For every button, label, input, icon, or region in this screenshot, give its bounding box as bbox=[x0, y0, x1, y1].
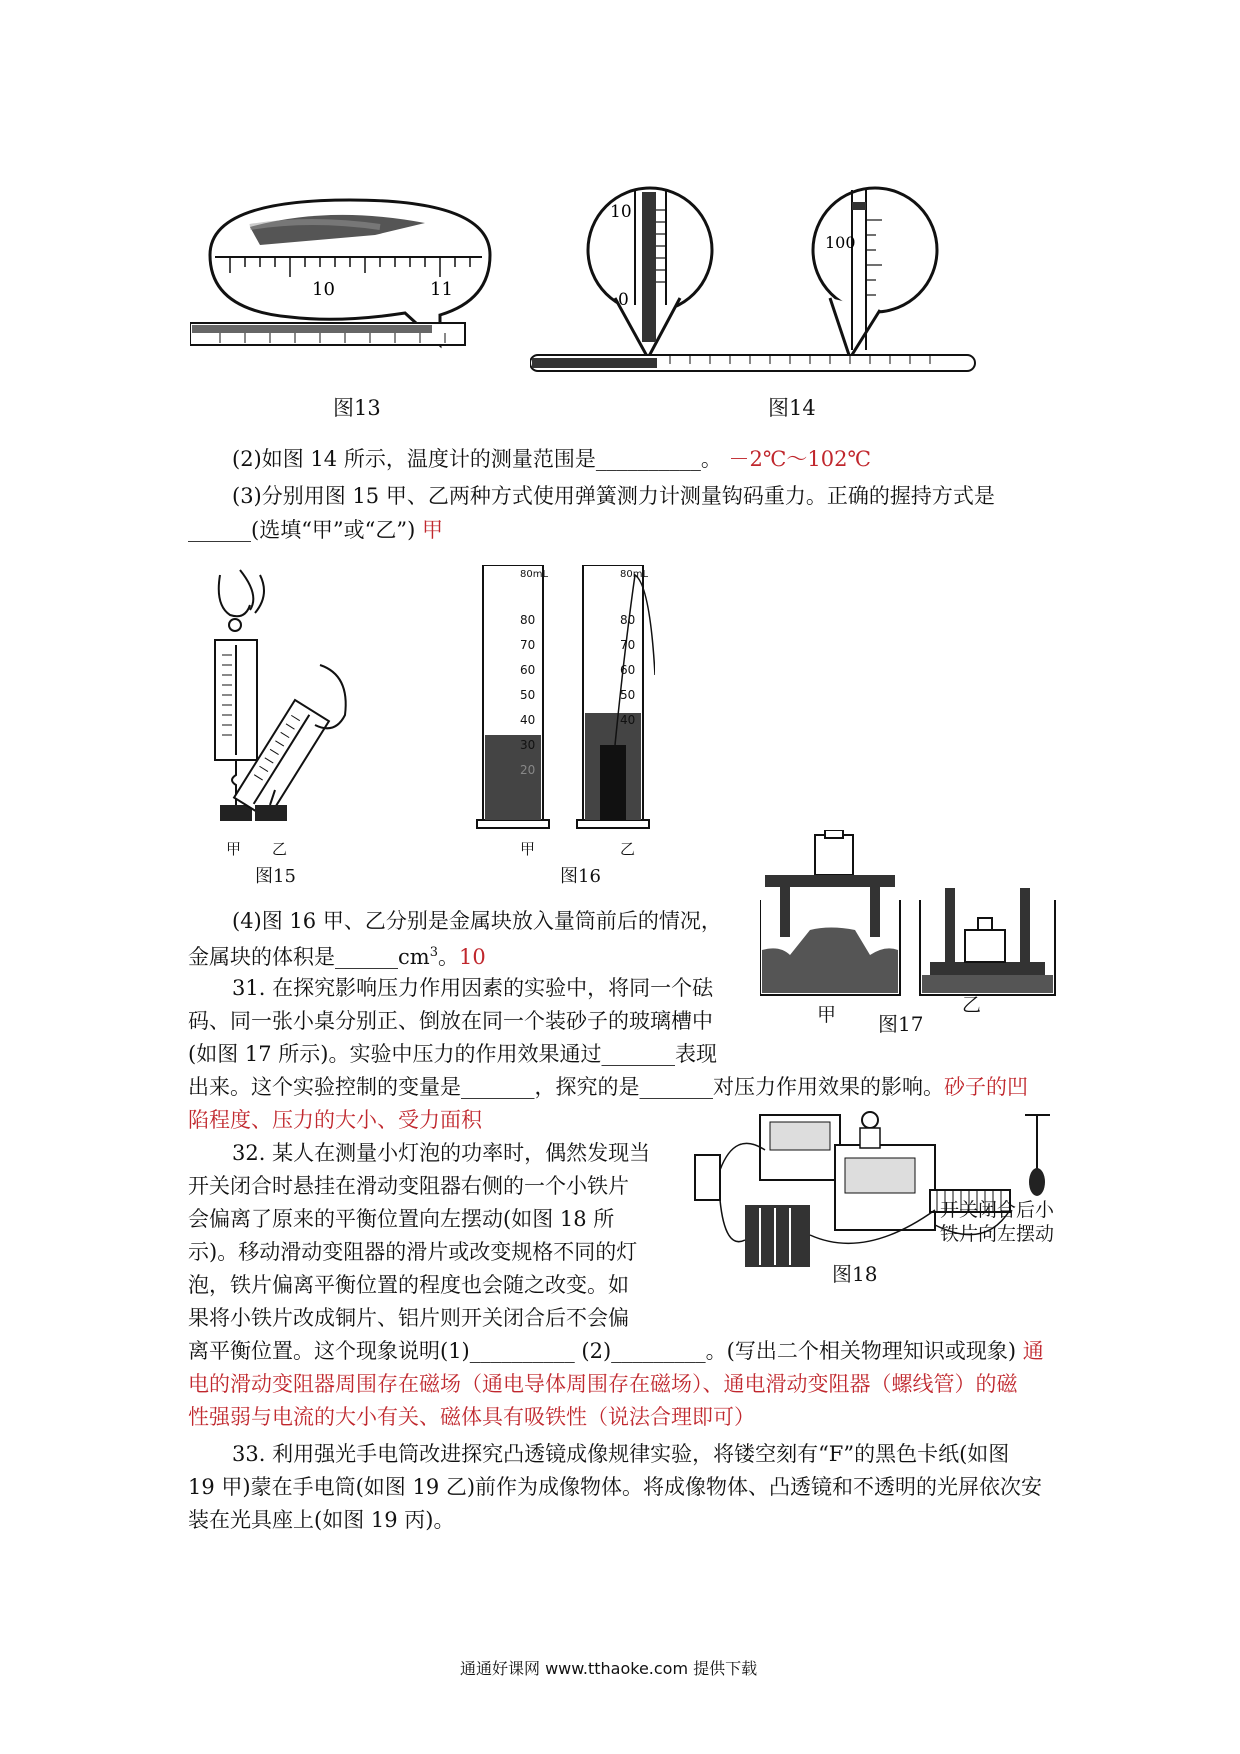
fig16-tick: 80 bbox=[620, 613, 636, 627]
question-3-line-2 bbox=[188, 514, 443, 546]
figure-14-caption: 图14 bbox=[768, 396, 816, 420]
figure-17-sand-table bbox=[760, 830, 1060, 1005]
fig16-scale-b bbox=[620, 608, 635, 733]
question-32-line-2: 开关闭合时悬挂在滑动变阻器右侧的一个小铁片 bbox=[188, 1174, 629, 1198]
fig17-label-yi: 乙 bbox=[962, 994, 982, 1016]
question-32-line-5: 泡，铁片偏离平衡位置的程度也会随之改变。如 bbox=[188, 1273, 629, 1297]
question-33-line-1: 33. 利用强光手电筒改进探究凸透镜成像规律实验，将镂空刻有“F”的黑色卡纸(如图 bbox=[232, 1442, 1010, 1466]
figure-18-caption: 图18 bbox=[832, 1262, 878, 1286]
question-2-end: 。 bbox=[700, 447, 722, 471]
question-32-answer-c: 性强弱与电流的大小有关、磁体具有吸铁性（说法合理即可） bbox=[188, 1405, 755, 1429]
fig16-unit-b: 80mL bbox=[620, 569, 649, 580]
question-31-line-4 bbox=[188, 1071, 1028, 1103]
fig16-tick: 70 bbox=[520, 638, 536, 652]
fig13-tick-10: 10 bbox=[312, 279, 335, 300]
figure-15-spring-scales bbox=[200, 565, 400, 865]
question-4-answer: 10 bbox=[458, 945, 486, 969]
question-31-line-1: 31. 在探究影响压力作用因素的实验中，将同一个砝 bbox=[232, 976, 714, 1000]
figure-18-circuit bbox=[665, 1110, 1085, 1280]
question-31-line-2: 码、同一张小桌分别正、倒放在同一个装砂子的玻璃槽中 bbox=[188, 1009, 713, 1033]
fig16-label-jia: 甲 bbox=[520, 840, 536, 858]
question-2-text: (2)如图 14 所示，温度计的测量范围是 bbox=[232, 447, 596, 471]
question-4-text: 金属块的体积是 bbox=[188, 945, 335, 969]
question-3-text: ______(选填“甲”或“乙”) bbox=[188, 518, 416, 542]
question-2-line bbox=[232, 443, 871, 475]
fig18-note bbox=[940, 1198, 1054, 1246]
fig16-tick: 80 bbox=[520, 613, 536, 627]
question-4-line-2 bbox=[188, 937, 486, 973]
fig16-unit-a: 80mL bbox=[520, 569, 549, 580]
question-33-line-3: 装在光具座上(如图 19 丙)。 bbox=[188, 1508, 455, 1532]
fig18-note-line-1: 开关闭合后小 bbox=[940, 1199, 1055, 1221]
question-31-answer-b: 陷程度、压力的大小、受力面积 bbox=[188, 1108, 482, 1132]
figure-15-caption: 图15 bbox=[255, 866, 296, 887]
question-4-unit-sup: 3 bbox=[429, 945, 438, 960]
question-31-answer-a: 砂子的凹 bbox=[944, 1075, 1028, 1099]
fig16-tick: 40 bbox=[520, 713, 536, 727]
question-3-answer: 甲 bbox=[422, 518, 444, 542]
fig16-tick: 60 bbox=[520, 663, 536, 677]
fig16-tick: 60 bbox=[620, 663, 636, 677]
figure-13-caption: 图13 bbox=[333, 396, 381, 420]
fig16-tick: 20 bbox=[520, 763, 536, 777]
question-4-unit: cm bbox=[398, 945, 430, 969]
fig16-tick: 70 bbox=[620, 638, 636, 652]
question-32-answer-b: 电的滑动变阻器周围存在磁场（通电导体周围存在磁场）、通电滑动变阻器（螺线管）的磁 bbox=[188, 1372, 1018, 1396]
fig15-label-jia: 甲 bbox=[226, 840, 242, 858]
question-31-line-3: (如图 17 所示)。实验中压力的作用效果通过_______表现 bbox=[188, 1042, 717, 1066]
question-32-line-3: 会偏离了原来的平衡位置向左摆动(如图 18 所 bbox=[188, 1207, 615, 1231]
fig15-label-yi: 乙 bbox=[272, 840, 288, 858]
question-33-line-2: 19 甲)蒙在手电筒(如图 19 乙)前作为成像物体。将成像物体、凸透镜和不透明的光屏依次安 bbox=[188, 1475, 1043, 1499]
question-32-line-1: 32. 某人在测量小灯泡的功率时，偶然发现当 bbox=[232, 1141, 651, 1165]
question-32-answer-a: 通 bbox=[1022, 1339, 1044, 1363]
question-4-line-1: (4)图 16 甲、乙分别是金属块放入量筒前后的情况， bbox=[232, 909, 722, 933]
question-4-end: 。 bbox=[437, 945, 459, 969]
fig18-note-line-2: 铁片向左摆动 bbox=[940, 1223, 1055, 1245]
fig16-tick: 50 bbox=[520, 688, 536, 702]
figure-17-caption: 图17 bbox=[878, 1012, 924, 1036]
question-2-blank: __________ bbox=[595, 447, 701, 471]
fig14-tick-10: 10 bbox=[610, 202, 632, 222]
fig17-label-jia: 甲 bbox=[817, 1004, 837, 1026]
question-32-line-6: 果将小铁片改成铜片、铝片则开关闭合后不会偏 bbox=[188, 1306, 629, 1330]
question-2-answer: －2℃～102℃ bbox=[728, 447, 871, 471]
figure-16-caption: 图16 bbox=[560, 866, 601, 887]
question-32-line-4: 示)。移动滑动变阻器的滑片或改变规格不同的灯 bbox=[188, 1240, 638, 1264]
fig13-tick-11: 11 bbox=[430, 279, 453, 300]
fig16-scale-a bbox=[520, 608, 535, 783]
fig14-tick-0: 0 bbox=[618, 290, 629, 310]
fig16-tick: 40 bbox=[620, 713, 636, 727]
fig16-tick: 50 bbox=[620, 688, 636, 702]
question-32-text: 离平衡位置。这个现象说明(1)__________ (2)_________。(写出二个相关物理知识或现象) bbox=[188, 1339, 1017, 1363]
fig16-tick: 30 bbox=[520, 738, 536, 752]
question-4-blank: ______ bbox=[335, 945, 398, 969]
fig14-tick-100: 100 bbox=[825, 233, 856, 252]
figure-14-thermometer bbox=[530, 180, 980, 395]
fig16-label-yi: 乙 bbox=[620, 840, 636, 858]
question-32-line-7 bbox=[188, 1335, 1044, 1367]
question-31-text: 出来。这个实验控制的变量是_______，探究的是_______对压力作用效果的影响。 bbox=[188, 1075, 944, 1099]
question-3-line-1: (3)分别用图 15 甲、乙两种方式使用弹簧测力计测量钩码重力。正确的握持方式是 bbox=[232, 484, 995, 508]
page-footer: 通通好课网 www.tthaoke.com 提供下载 bbox=[460, 1659, 758, 1678]
figure-13-ruler bbox=[190, 195, 520, 405]
